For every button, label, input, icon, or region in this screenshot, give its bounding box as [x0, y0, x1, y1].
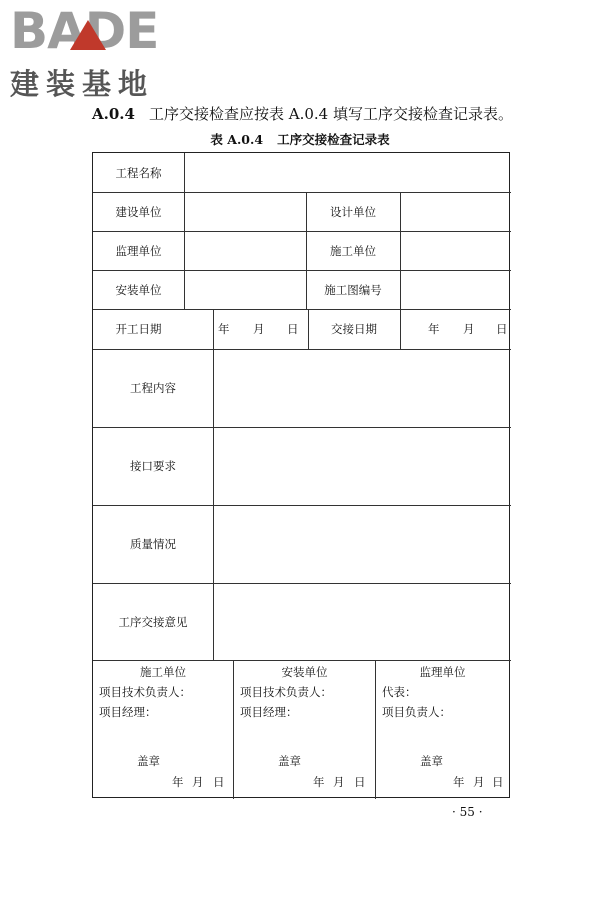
section-number: A.0.4: [92, 105, 135, 123]
start-date-label: 开工日期: [115, 322, 162, 336]
signature-supervision-unit: [376, 662, 509, 799]
project-name-label: 工程名称: [115, 165, 162, 180]
installation-unit-label: 安装单位: [115, 282, 162, 297]
col-divider: [400, 192, 401, 309]
supervision-unit-label: 监理单位: [115, 243, 162, 258]
quality-status-label: 质量情况: [130, 537, 176, 551]
signature-builder-unit: [93, 662, 233, 799]
signature-day: 日: [492, 775, 504, 789]
col-divider: [400, 309, 401, 349]
signature-title: 施工单位: [140, 665, 186, 679]
col-divider: [213, 349, 214, 660]
signature-month: 月: [192, 775, 204, 789]
col-divider: [213, 309, 214, 349]
signature-line: 项目技术负责人：: [99, 685, 191, 699]
builder-unit-label: 施工单位: [330, 243, 376, 258]
stamp-label: 盖章: [420, 754, 443, 768]
row-divider: [93, 660, 511, 661]
bade-logo: [10, 2, 159, 103]
start-date-month: 月: [253, 322, 265, 336]
table-title: 工序交接检查记录表: [277, 132, 390, 147]
handover-date-month: 月: [463, 322, 475, 336]
interface-requirements-label: 接口要求: [130, 459, 176, 473]
design-unit-label: 设计单位: [330, 204, 376, 219]
signature-line: 代表：: [382, 685, 417, 699]
signature-line: 项目技术负责人：: [240, 685, 332, 699]
signature-month: 月: [333, 775, 345, 789]
signature-year: 年: [453, 775, 465, 789]
handover-opinion-label: 工序交接意见: [118, 614, 188, 629]
signature-line: 项目经理：: [99, 705, 157, 719]
signature-year: 年: [313, 775, 325, 789]
drawing-number-label: 施工图编号: [324, 282, 382, 297]
table-caption: [0, 130, 600, 148]
project-content-label: 工程内容: [130, 381, 176, 395]
logo-accent-triangle: [70, 20, 106, 50]
logo-wordmark: BADE: [10, 2, 159, 60]
table-number: 表 A.0.4: [210, 132, 264, 147]
handover-date-label: 交接日期: [331, 322, 377, 336]
section-heading: [92, 103, 513, 124]
col-divider: [184, 153, 185, 309]
signature-line: 项目经理：: [240, 705, 298, 719]
handover-date-day: 日: [496, 322, 508, 336]
logo-subtitle: 建装基地: [10, 67, 155, 101]
section-text: 工序交接检查应按表 A.0.4 填写工序交接检查记录表。: [148, 105, 513, 123]
stamp-label: 盖章: [278, 754, 301, 768]
signature-day: 日: [213, 775, 225, 789]
signature-line: 项目负责人：: [382, 705, 451, 719]
signature-title: 安装单位: [281, 665, 328, 679]
signature-year: 年: [172, 775, 184, 789]
handover-record-form: [92, 152, 510, 798]
handover-date-year: 年: [428, 322, 440, 336]
start-date-day: 日: [287, 322, 299, 336]
signature-title: 监理单位: [419, 665, 466, 679]
signature-day: 日: [354, 775, 366, 789]
stamp-label: 盖章: [137, 754, 160, 768]
start-date-year: 年: [218, 322, 230, 336]
signature-installation-unit: [234, 662, 375, 799]
page-number: · 55 ·: [452, 805, 483, 819]
construction-unit-label: 建设单位: [115, 204, 162, 219]
signature-month: 月: [473, 775, 485, 789]
